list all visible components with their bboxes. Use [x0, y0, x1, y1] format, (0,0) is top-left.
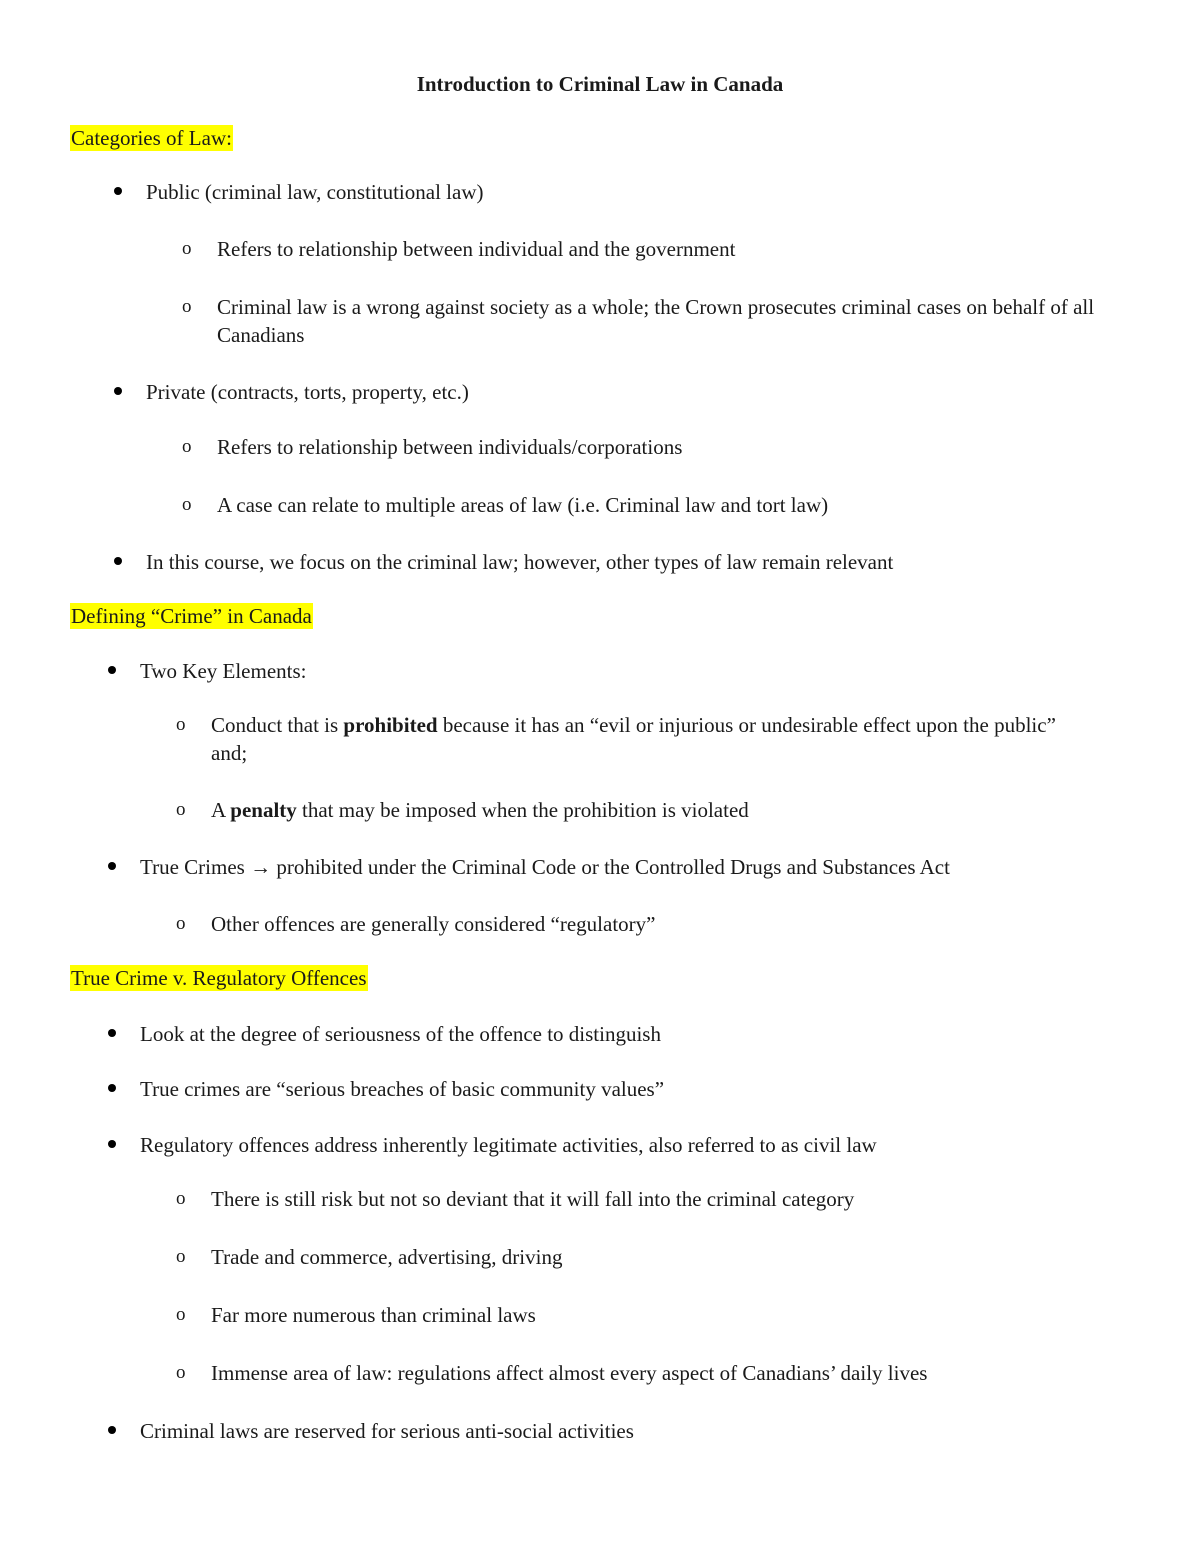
bullet-marker: [114, 187, 122, 195]
sub-list-item: Far more numerous than criminal laws: [211, 1303, 536, 1327]
sub-bullet-marker: o: [182, 436, 192, 457]
sub-list-item: Criminal law is a wrong against society as a whole; the Crown prosecutes criminal cases on behalf of all Canadians: [217, 295, 1095, 347]
sub-bullet-marker: o: [176, 714, 186, 735]
list-item: Two Key Elements:: [140, 659, 307, 683]
list-item-text: prohibited under the Criminal Code or the Controlled Drugs and Substances Act: [271, 855, 950, 879]
list-item: Look at the degree of seriousness of the offence to distinguish: [140, 1022, 661, 1046]
sub-bullet-marker: o: [176, 1188, 186, 1209]
sub-list-item-text: because it has an “evil or injurious or undesirable effect upon the public” and;: [211, 713, 1056, 765]
bullet-marker: [108, 1140, 116, 1148]
sub-list-item: A case can relate to multiple areas of law (i.e. Criminal law and tort law): [217, 493, 829, 517]
sub-list-item-text: that may be imposed when the prohibition is violated: [296, 798, 749, 822]
sub-list-item: [211, 796, 1096, 824]
bullet-marker: [108, 1426, 116, 1434]
sub-list-item: Refers to relationship between individuals/corporations: [217, 435, 683, 459]
bullet-marker: [114, 387, 122, 395]
sub-list-item-text: A: [211, 798, 231, 822]
section-heading-true-crime-v-regulatory: True Crime v. Regulatory Offences: [71, 966, 367, 990]
bullet-marker: [108, 862, 116, 870]
sub-bullet-marker: o: [176, 1246, 186, 1267]
sub-list-item: Refers to relationship between individual and the government: [217, 237, 736, 261]
sub-bullet-marker: o: [176, 913, 186, 934]
list-item: True crimes are “serious breaches of basic community values”: [140, 1077, 665, 1101]
sub-bullet-marker: o: [176, 1362, 186, 1383]
page-title: Introduction to Criminal Law in Canada: [416, 72, 784, 96]
list-item: [140, 853, 1140, 881]
sub-bullet-marker: o: [182, 494, 192, 515]
sub-list-item: Immense area of law: regulations affect almost every aspect of Canadians’ daily lives: [211, 1361, 928, 1385]
list-item: Criminal laws are reserved for serious anti-social activities: [140, 1419, 634, 1443]
emphasis-penalty: penalty: [230, 798, 297, 822]
list-item: In this course, we focus on the criminal law; however, other types of law remain relevant: [146, 550, 894, 574]
list-item-text: True Crimes: [140, 855, 251, 879]
sub-list-item: There is still risk but not so deviant that it will fall into the criminal category: [211, 1187, 855, 1211]
emphasis-prohibited: prohibited: [343, 713, 438, 737]
list-item: Private (contracts, torts, property, etc.): [146, 380, 469, 404]
sub-bullet-marker: o: [176, 1304, 186, 1325]
list-item: Public (criminal law, constitutional law): [146, 180, 484, 204]
bullet-marker: [108, 1029, 116, 1037]
section-heading-defining-crime: Defining “Crime” in Canada: [71, 604, 312, 628]
bullet-marker: [114, 557, 122, 565]
sub-list-item: [211, 711, 1096, 767]
bullet-marker: [108, 1084, 116, 1092]
sub-bullet-marker: o: [182, 238, 192, 259]
list-item: Regulatory offences address inherently legitimate activities, also referred to as civil law: [140, 1133, 877, 1157]
arrow-right-icon: →: [250, 855, 272, 879]
bullet-marker: [108, 666, 116, 674]
sub-list-item-text: Conduct that is: [211, 713, 344, 737]
section-heading-categories: Categories of Law:: [71, 126, 232, 150]
sub-bullet-marker: o: [176, 799, 186, 820]
sub-bullet-marker: o: [182, 296, 192, 317]
sub-list-item: Other offences are generally considered “regulatory”: [211, 912, 656, 936]
sub-list-item: Trade and commerce, advertising, driving: [211, 1245, 563, 1269]
